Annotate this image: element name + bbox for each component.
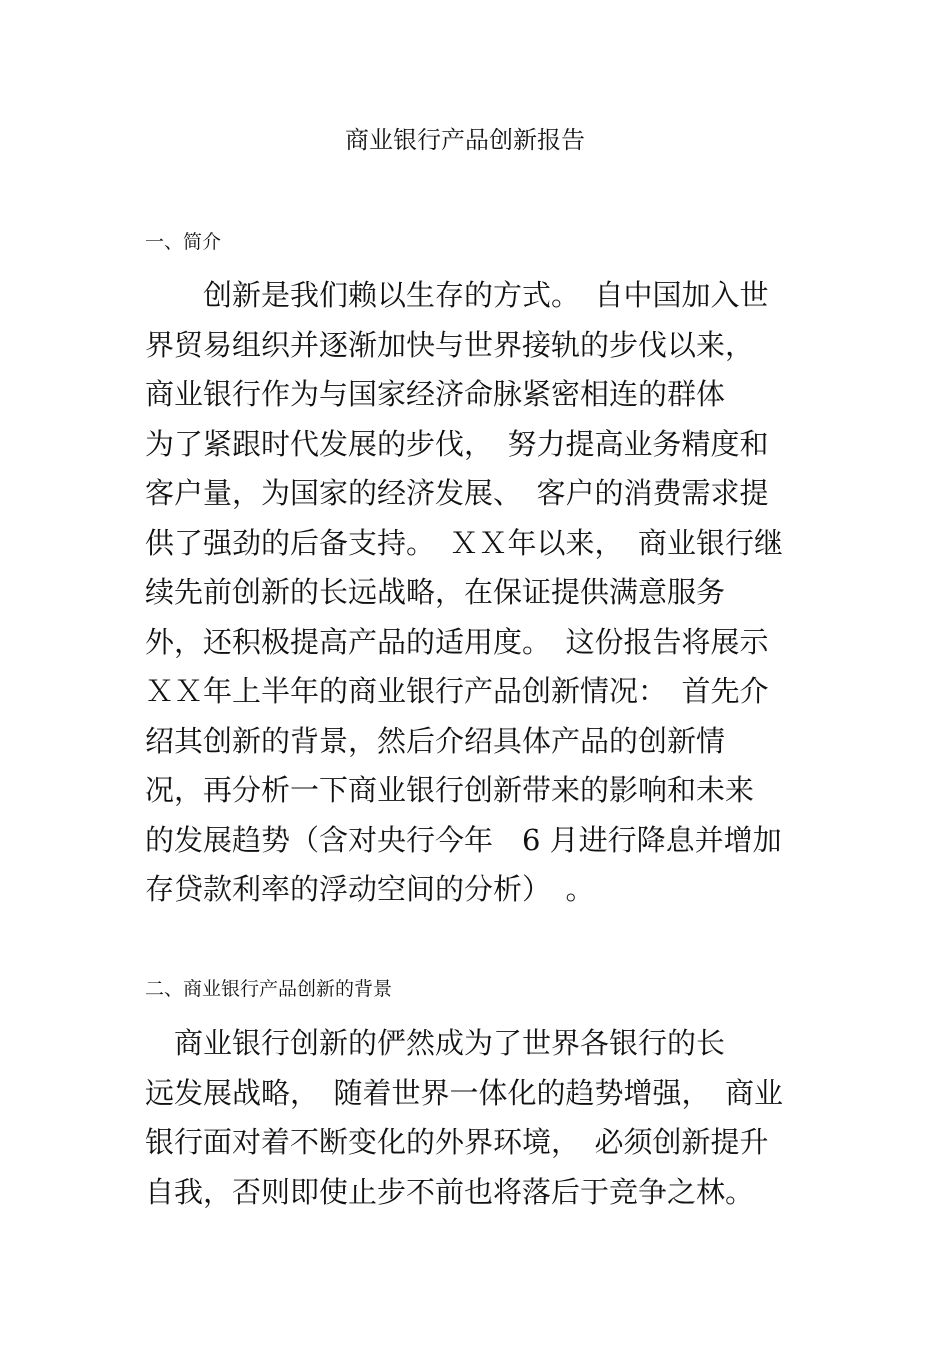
paragraph-line: 远发展战略， 随着世界一体化的趋势增强， 商业: [145, 1075, 784, 1110]
paragraph-line: 为了紧跟时代发展的步伐， 努力提高业务精度和: [145, 426, 769, 461]
paragraph-line: 自我，否则即使止步不前也将落后于竞争之林。: [145, 1174, 755, 1209]
paragraph-line: 绍其创新的背景，然后介绍具体产品的创新情: [145, 723, 726, 758]
paragraph-line: 创新是我们赖以生存的方式。 自中国加入世: [145, 278, 769, 312]
document-title: 商业银行产品创新报告: [345, 126, 585, 154]
paragraph-line: 界贸易组织并逐渐加快与世界接轨的步伐以来，: [145, 327, 755, 362]
paragraph-line: 商业银行作为与国家经济命脉紧密相连的群体: [145, 377, 726, 411]
section-heading-background: 二、商业银行产品创新的背景: [145, 978, 393, 1000]
section-body-background: [145, 1019, 825, 1217]
paragraph-line: 的发展趋势（含对央行今年 6 月进行降息并增加: [145, 822, 782, 857]
section-body-introduction: [145, 271, 825, 915]
paragraph-line: 客户量，为国家的经济发展、 客户的消费需求提: [145, 476, 769, 510]
paragraph-line: 银行面对着不断变化的外界环境， 必须创新提升: [145, 1125, 769, 1159]
paragraph-line: ＸＸ年上半年的商业银行产品创新情况： 首先介: [145, 674, 769, 708]
paragraph-line: 供了强劲的后备支持。 ＸＸ年以来， 商业银行继: [145, 525, 784, 560]
paragraph-line: 存贷款利率的浮动空间的分析） 。: [145, 872, 595, 906]
paragraph-line: 商业银行创新的俨然成为了世界各银行的长: [145, 1026, 726, 1060]
paragraph-line: 况，再分析一下商业银行创新带来的影响和未来: [145, 773, 755, 807]
paragraph-line: 外，还积极提高产品的适用度。 这份报告将展示: [145, 624, 769, 659]
paragraph-line: 续先前创新的长远战略，在保证提供满意服务: [145, 575, 726, 609]
section-heading-introduction: 一、简介: [145, 231, 222, 253]
